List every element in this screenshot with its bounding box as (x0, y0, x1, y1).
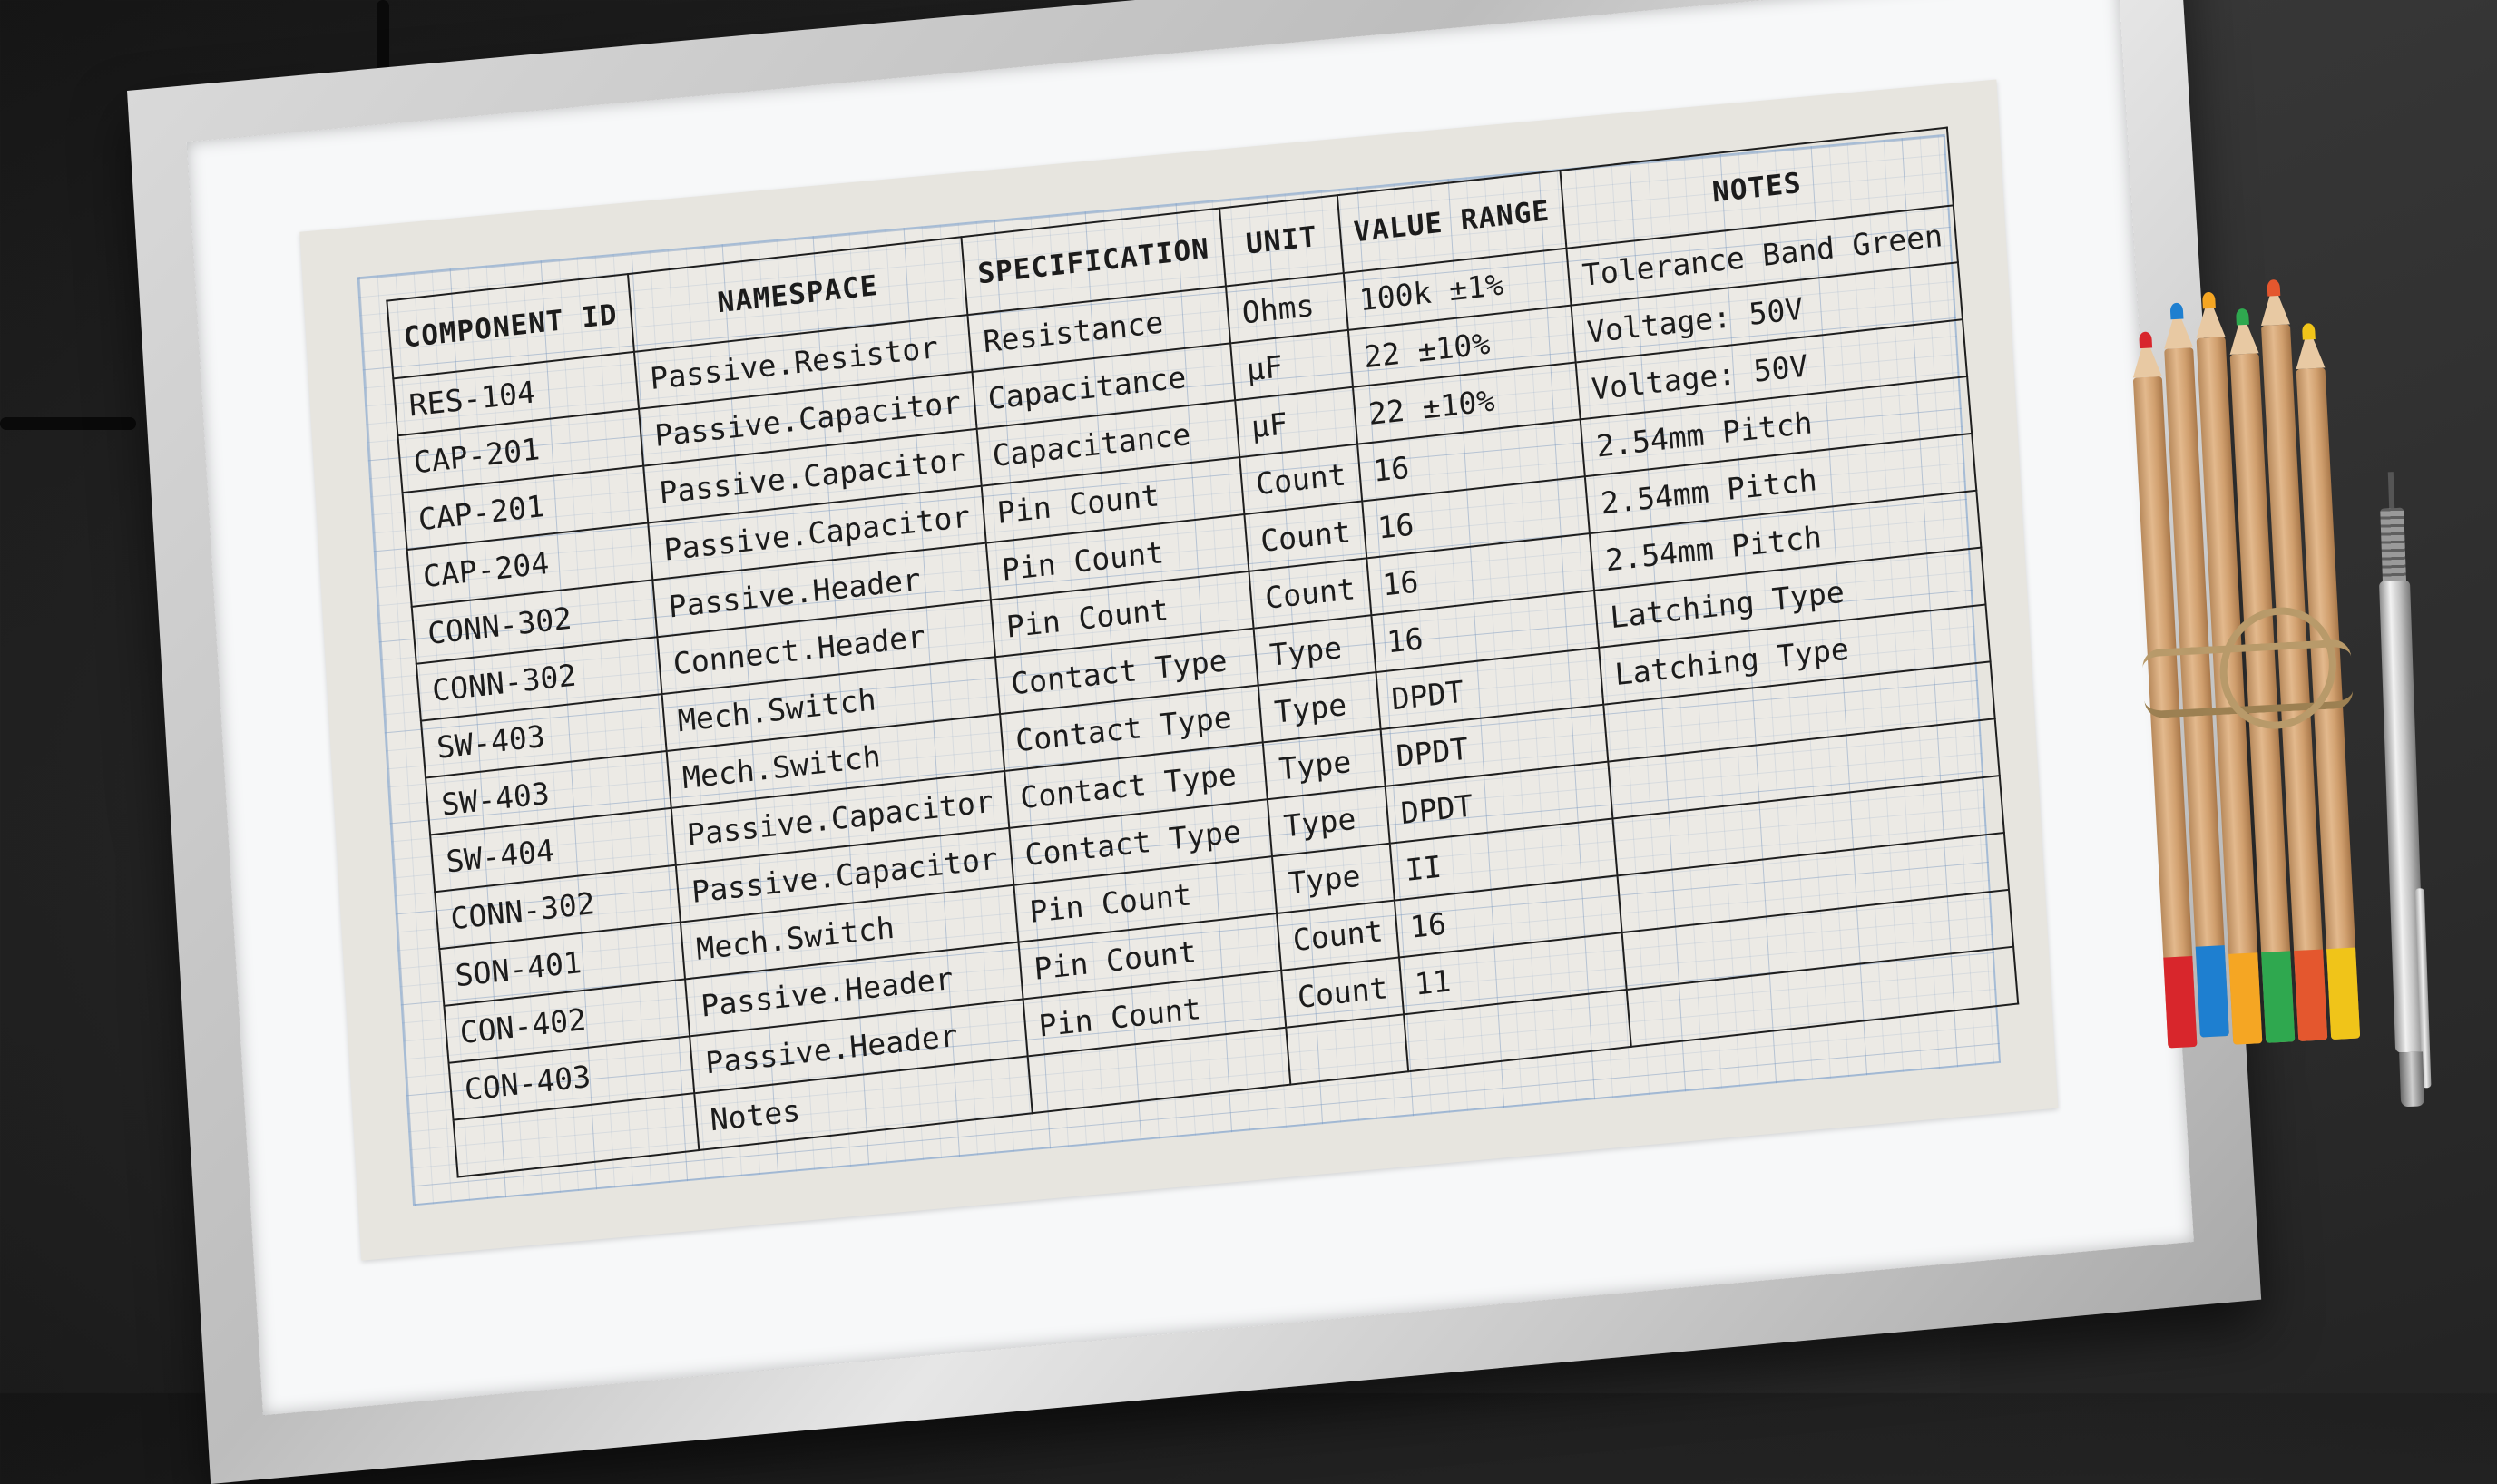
pencil-color-band (2196, 945, 2229, 1038)
frame-mat (187, 0, 2194, 1415)
graph-paper-grid (357, 134, 2001, 1206)
cell-component-id: CONN-302 (435, 865, 681, 949)
cell-unit: µF (1236, 387, 1357, 457)
cell-namespace: Mech.Switch (681, 885, 1018, 980)
cell-component-id: CONN-302 (412, 580, 658, 663)
cell-value-range: DPDT (1385, 762, 1612, 844)
cell-specification: Pin Count (981, 457, 1244, 543)
cell-unit: Count (1240, 444, 1362, 514)
cell-unit: Type (1272, 844, 1394, 913)
cell-component-id: SON-401 (439, 923, 685, 1006)
cell-component-id: SW-403 (421, 694, 667, 777)
cell-namespace: Connect.Header (657, 600, 994, 694)
cell-component-id: CONN-302 (416, 637, 662, 720)
cell-namespace: Mech.Switch (662, 657, 1000, 751)
pencil-color-band (2326, 948, 2360, 1040)
cell-component-id: RES-104 (393, 352, 639, 435)
header-notes: NOTES (1560, 128, 1954, 249)
cell-unit: Count (1282, 957, 1404, 1027)
cell-unit: Count (1277, 901, 1398, 971)
cell-notes: 2.54mm Pitch (1585, 434, 1977, 533)
cell-specification: Contact Type (1009, 799, 1272, 885)
cell-specification: Pin Count (1023, 971, 1286, 1057)
cell-notes: 2.54mm Pitch (1581, 376, 1973, 476)
cell-value-range: 16 (1395, 875, 1622, 957)
cell-component-id: CON-403 (449, 1036, 695, 1119)
cell-namespace: Passive.Header (685, 942, 1023, 1037)
pencil-tip (2236, 308, 2249, 326)
cell-specification: Pin Count (1013, 856, 1277, 942)
cell-unit: Count (1245, 502, 1366, 571)
cell-component-id: CAP-201 (397, 409, 643, 493)
cell-notes: Latching Type (1599, 604, 1991, 704)
cell-value-range: 22 ±10% (1353, 362, 1581, 444)
header-component-id: COMPONENT ID (387, 274, 634, 378)
cell-component-id: CAP-204 (407, 523, 653, 607)
cell-unit: Type (1263, 729, 1385, 799)
cell-namespace: Mech.Switch (667, 714, 1004, 808)
cell-specification: Contact Type (1004, 742, 1268, 828)
cell-component-id: SW-404 (430, 808, 676, 892)
cell-value-range: 22 ±10% (1348, 306, 1576, 387)
cell-notes: Latching Type (1594, 548, 1986, 648)
colored-pencil-bundle (2131, 331, 2379, 1085)
cell-value-range: DPDT (1380, 705, 1608, 786)
pencil-tip (2202, 292, 2216, 309)
cell-component-id: CON-402 (444, 979, 690, 1062)
cell-specification: Capacitance (972, 343, 1235, 429)
pencil-color-band (2163, 956, 2197, 1049)
pencil-tip (2302, 323, 2316, 340)
pencil-lead-tip (2388, 472, 2395, 512)
cell-namespace: Passive.Header (652, 543, 990, 638)
cell-specification: Resistance (967, 286, 1230, 372)
cell-namespace: Passive.Capacitor (648, 486, 985, 581)
cell-unit: Ohms (1226, 273, 1347, 343)
header-value-range: VALUE RANGE (1337, 171, 1567, 273)
pencil-color-band (2261, 951, 2295, 1043)
cell-specification: Pin Count (986, 514, 1249, 600)
picture-frame (127, 0, 2261, 1484)
cell-value-range: 16 (1366, 533, 1594, 615)
pencil-tip (2139, 331, 2152, 348)
cell-namespace: Passive.Capacitor (676, 828, 1013, 923)
cell-namespace: Passive.Capacitor (643, 429, 981, 523)
pencil-color-band (2294, 949, 2327, 1041)
cell-namespace: Passive.Capacitor (671, 771, 1009, 865)
cell-value-range: 100k ±1% (1344, 249, 1572, 330)
cell-specification: Contact Type (995, 629, 1258, 715)
cell-value-range: 16 (1362, 476, 1590, 558)
header-unit: UNIT (1219, 195, 1343, 286)
cell-value-range: 16 (1371, 591, 1599, 672)
cell-notes: 2.54mm Pitch (1590, 491, 1982, 591)
header-namespace: NAMESPACE (628, 237, 967, 352)
desk-cable (377, 0, 389, 73)
cell-namespace: Passive.Header (690, 1000, 1027, 1094)
cell-unit: Count (1249, 558, 1371, 628)
cell-unit: µF (1230, 330, 1352, 400)
cell-namespace: Notes (694, 1056, 1032, 1150)
pencil-tip (2170, 303, 2184, 320)
cell-specification: Contact Type (1000, 685, 1263, 771)
cell-specification: Pin Count (991, 571, 1254, 658)
cell-unit: Type (1268, 786, 1389, 856)
desk-cable (0, 417, 136, 430)
cell-value-range: DPDT (1376, 648, 1603, 729)
graph-paper-sheet (299, 80, 2058, 1261)
cell-notes: Voltage: 50V (1576, 319, 1968, 419)
cell-specification: Pin Count (1018, 913, 1281, 1000)
pencil-grip (2380, 508, 2406, 591)
cell-unit: Type (1258, 672, 1380, 742)
cell-namespace: Passive.Capacitor (639, 372, 976, 466)
pencil-color-band (2228, 952, 2262, 1045)
pencil-tip (2267, 279, 2280, 297)
cell-component-id: SW-403 (426, 751, 671, 835)
header-specification: SPECIFICATION (961, 209, 1226, 316)
cell-specification: Capacitance (976, 400, 1239, 486)
cell-notes: Tolerance Band Green (1566, 205, 1958, 305)
cell-value-range: II (1389, 818, 1617, 900)
cell-unit: Type (1254, 615, 1376, 685)
cell-namespace: Passive.Resistor (634, 315, 972, 409)
cell-unit (1287, 1014, 1408, 1084)
pencil-end-cap (2399, 1051, 2424, 1107)
cell-value-range: 16 (1357, 419, 1585, 501)
component-spec-table (386, 126, 2019, 1177)
table-body (393, 205, 2018, 1176)
cell-notes: Voltage: 50V (1572, 262, 1963, 362)
cell-component-id: CAP-201 (403, 466, 649, 550)
cell-value-range: 11 (1399, 932, 1627, 1014)
